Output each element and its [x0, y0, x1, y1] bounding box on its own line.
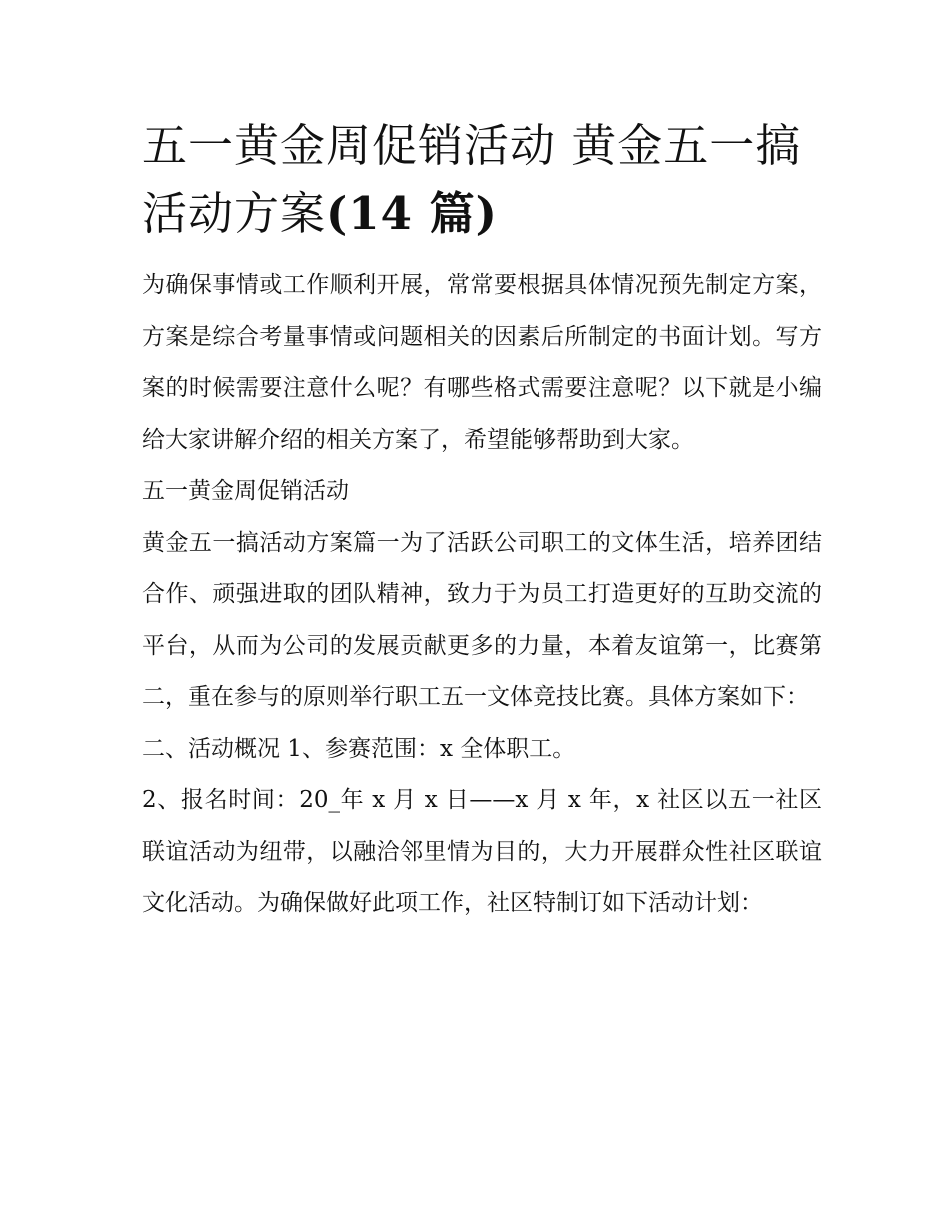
- body-paragraph-overview: 二、活动概况 1、参赛范围：x 全体职工。: [142, 735, 576, 762]
- document-title-main: 五一黄金周促销活动 黄金五一搞活动方案: [142, 119, 802, 240]
- body-paragraph-registration: 2、报名时间：20_年 x 月 x 日——x 月 x 年，x 社区以五一社区联谊活动为纽带，以融洽邻里情为目的，大力开展群众性社区联谊文化活动。为确保做好此项工作，社区特制订如下活动计划：: [142, 787, 822, 916]
- document-page: [142, 112, 822, 930]
- document-title-count: (14 篇): [326, 187, 498, 240]
- body-paragraph-plan-one: 黄金五一搞活动方案篇一为了活跃公司职工的文体生活，培养团结合作、顽强进取的团队精神，致力于为员工打造更好的互助交流的平台，从而为公司的发展贡献更多的力量，本着友谊第一，比赛第二，重在参与的原则举行职工五一文体竞技比赛。具体方案如下：: [142, 529, 822, 710]
- document-title: [142, 112, 822, 248]
- section-heading: 五一黄金周促销活动: [142, 478, 349, 504]
- intro-paragraph: 为确保事情或工作顺利开展，常常要根据具体情况预先制定方案，方案是综合考量事情或问题相关的因素后所制定的书面计划。写方案的时候需要注意什么呢？有哪些格式需要注意呢？以下就是小编给大家讲解介绍的相关方案了，希望能够帮助到大家。: [142, 272, 822, 453]
